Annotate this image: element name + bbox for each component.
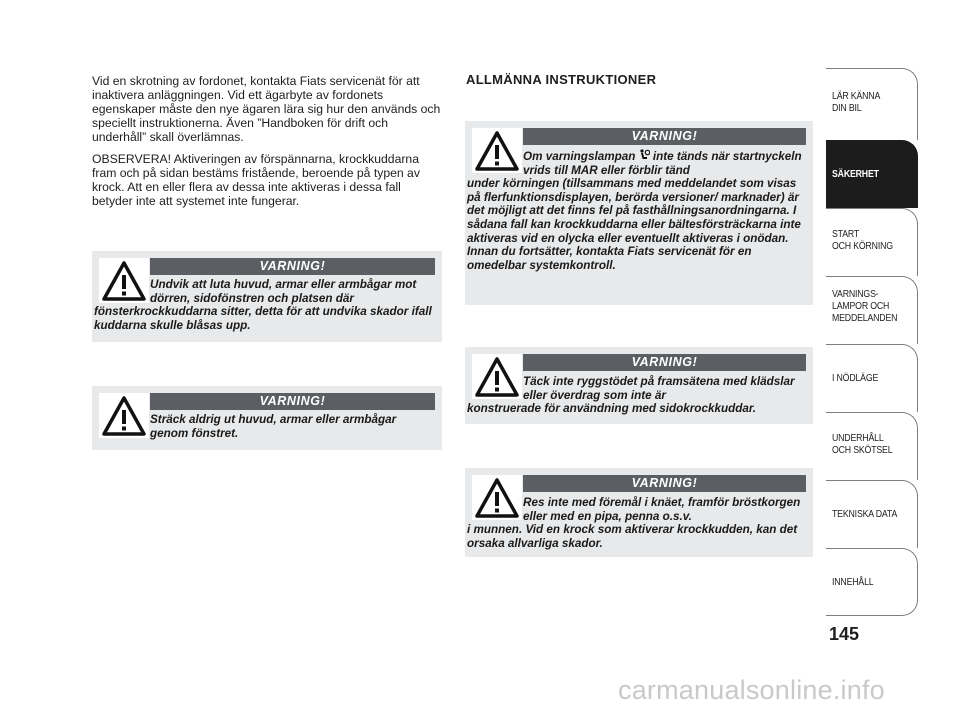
warning-text	[467, 375, 807, 416]
tab-label: SÄKERHET	[832, 169, 879, 180]
tab-start-och-korning[interactable]	[826, 208, 918, 276]
warning-box	[465, 347, 813, 424]
warning-text	[94, 278, 436, 332]
intro-paragraph-observera: OBSERVERA! Aktiveringen av förspännarna, krockkuddarna fram och på sidan bestäms fristående, beroende på typen av krock. Att en eller flera av dessa inte aktiveras i dessa fall betyder inte att systemet inte fungerar.	[92, 152, 420, 209]
tab-tekniska-data[interactable]	[826, 480, 918, 548]
tab-label: START OCH KÖRNING	[832, 229, 893, 252]
warning-text-rest: i munnen. Vid en krock som aktiverar krockkudden, kan det orsaka allvarliga skador.	[467, 523, 798, 550]
warning-text-lamp: Om varningslampan	[523, 150, 636, 163]
warning-text	[94, 413, 436, 440]
warning-label: VARNING!	[150, 258, 435, 275]
warning-label: VARNING!	[523, 128, 806, 145]
warning-box	[92, 251, 442, 342]
warning-text-rest: under körningen (tillsammans med meddelandet som visas på flerfunktionsdisplayen, berörda versioner/ marknader) är det möjligt att det finns fel på fasthållningsanordningarna. I sådana fall kan krockkuddarna eller bältesförsträckarna inte aktiveras vid en olycka eller eventuellt aktiveras i onödan. Innan du fortsätter, kontakta Fiats servicenät för en omedelbar systemkontroll.	[467, 177, 801, 272]
warning-text-rest: fönsterkrockkuddarna sitter, detta för att undvika skador ifall kuddarna skulle blåsas upp.	[94, 305, 432, 332]
warning-label: VARNING!	[523, 475, 806, 492]
tab-sakerhet[interactable]	[826, 140, 918, 208]
airbag-warning-lamp-icon	[639, 149, 650, 161]
warning-box	[465, 121, 813, 305]
tab-label: UNDERHÅLL OCH SKÖTSEL	[832, 433, 893, 456]
warning-text-lead: Sträck aldrig ut huvud, armar eller armbågar genom fönstret.	[150, 413, 397, 440]
warning-box	[465, 468, 813, 557]
warning-label: VARNING!	[150, 393, 435, 410]
tab-i-nodlage[interactable]	[826, 344, 918, 412]
tab-innehall[interactable]	[826, 548, 918, 616]
warning-label: VARNING!	[523, 354, 806, 371]
tab-label: INNEHÅLL	[832, 577, 874, 588]
warning-text-lamp-cont: inte tänds när startnyckeln vrids till MAR eller förblir tänd	[523, 150, 802, 177]
tab-label: TEKNISKA DATA	[832, 509, 898, 520]
watermark: carmanualsonline.info	[618, 675, 885, 705]
tab-lar-kanna-din-bil[interactable]	[826, 68, 918, 140]
warning-text	[467, 149, 807, 272]
tab-label: I NÖDLÄGE	[832, 373, 879, 384]
warning-text-lead: Res inte med föremål i knäet, framför bröstkorgen eller med en pipa, penna o.s.v.	[523, 496, 801, 523]
warning-text-lead: Undvik att luta huvud, armar eller armbågar mot dörren, sidofönstren och platsen där	[150, 278, 417, 305]
page-number: 145	[829, 624, 860, 644]
tab-underhall-och-skotsel[interactable]	[826, 412, 918, 480]
intro-paragraph-scrapping: Vid en skrotning av fordonet, kontakta Fiats servicenät för att inaktivera anläggningen. Vid ett ägarbyte av fordonets egenskaper måste den nye ägaren lära sig hur den används och speciellt instruktionerna. Även ”Handboken för drift och underhåll” skall överlämnas.	[92, 74, 441, 145]
tab-label: LÄR KÄNNA DIN BIL	[832, 91, 881, 114]
warning-text	[467, 496, 807, 550]
section-heading: ALLMÄNNA INSTRUKTIONER	[466, 72, 657, 87]
tab-varningslampor[interactable]	[826, 276, 918, 344]
warning-text-lead	[467, 149, 807, 177]
warning-text-rest: konstruerade för användning med sidokrockkuddar.	[467, 402, 757, 416]
warning-text-lead: Täck inte ryggstödet på framsätena med klädslar eller överdrag som inte är	[523, 375, 795, 402]
tab-label: VARNINGS- LAMPOR OCH MEDDELANDEN	[832, 289, 898, 324]
warning-box	[92, 386, 442, 450]
